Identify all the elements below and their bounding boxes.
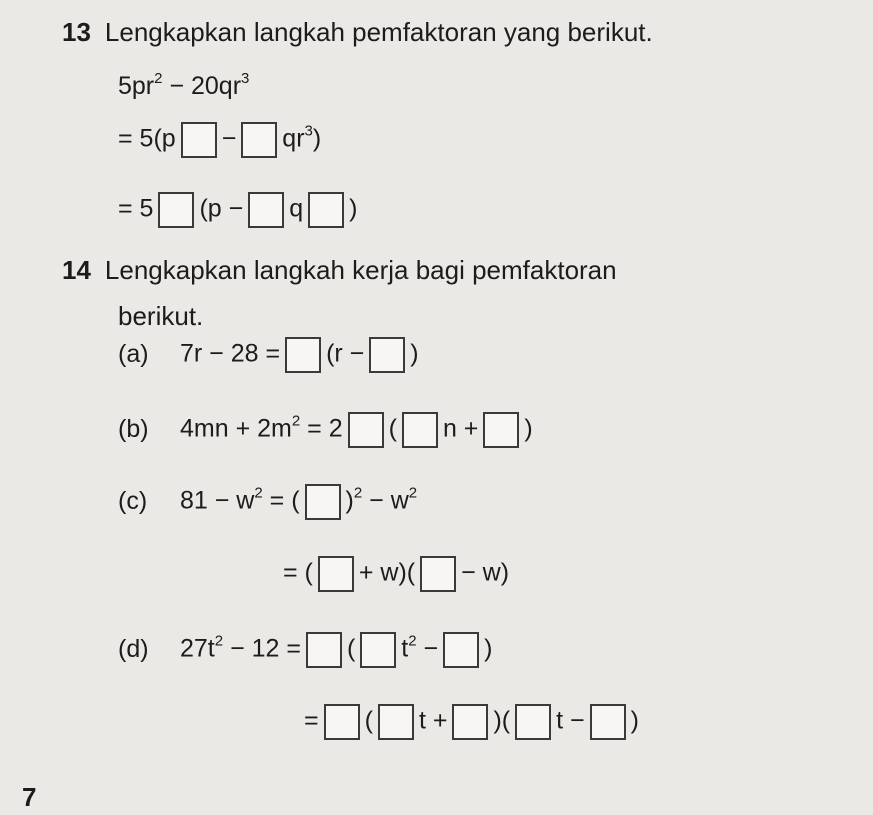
q14d2-close: ): [630, 706, 639, 735]
q14-instruction-line2: berikut.: [118, 301, 204, 331]
q14d-eq: − 12 =: [230, 634, 301, 663]
answer-box[interactable]: [324, 704, 360, 740]
q13-heading: [62, 16, 653, 48]
q13-step1: [118, 122, 321, 158]
answer-box[interactable]: [483, 412, 519, 448]
page-number: 7: [22, 782, 37, 812]
q14d-row1: [118, 632, 492, 668]
q14d-label: (d): [118, 634, 149, 663]
q13-step1-close: ): [312, 124, 322, 153]
q14d-row2: [304, 704, 639, 740]
q14c-row2: [283, 556, 509, 592]
q14b-close: ): [524, 414, 533, 443]
q14d-exp: 2: [214, 632, 224, 650]
q14d-close: ): [484, 634, 493, 663]
q14d-var: t: [401, 634, 409, 663]
q13-expr-term1: 5pr: [118, 72, 155, 100]
q14b-row: [118, 412, 533, 448]
q14d2-open: (: [364, 706, 373, 735]
q13-number: 13: [62, 17, 91, 47]
q14a-mid: (r −: [326, 339, 365, 368]
q14-heading: [62, 254, 617, 286]
q14d2-eq: =: [304, 706, 319, 735]
q14-number: 14: [62, 255, 91, 285]
answer-box[interactable]: [402, 412, 438, 448]
q13-step2-mid: (p −: [199, 194, 244, 223]
answer-box[interactable]: [590, 704, 626, 740]
answer-box[interactable]: [308, 192, 344, 228]
answer-box[interactable]: [420, 556, 456, 592]
q14c-row1: [118, 484, 417, 520]
q13-step2-var: q: [289, 194, 304, 223]
q14c-eq: = (: [269, 486, 300, 515]
q13-step2-close: ): [349, 194, 358, 223]
answer-box[interactable]: [348, 412, 384, 448]
answer-box[interactable]: [318, 556, 354, 592]
q13-step1-minus: −: [221, 124, 237, 153]
answer-box[interactable]: [305, 484, 341, 520]
q14a-close: ): [410, 339, 419, 368]
q14c2-end: − w): [461, 558, 510, 587]
q14d2-mid1: t +: [418, 706, 448, 735]
q14c-exp: 2: [254, 484, 263, 502]
q13-step1-start: = 5(p: [118, 124, 176, 153]
answer-box[interactable]: [360, 632, 396, 668]
q14a-row: [118, 337, 419, 373]
q14a-expr: 7r − 28 =: [180, 339, 281, 368]
q14c-close: ): [345, 486, 354, 515]
q13-step1-var: qr: [282, 124, 305, 153]
q14d2-mid2: t −: [556, 706, 585, 735]
q13-exp1: 2: [154, 70, 163, 87]
q14c-label: (c): [118, 486, 148, 515]
q14c2-eq: = (: [283, 558, 313, 587]
q14b-expr: 4mn + 2m: [180, 414, 292, 443]
q14b-open: (: [388, 414, 397, 443]
q13-step2-start: = 5: [118, 194, 154, 223]
q14c-exp3: 2: [408, 484, 418, 502]
q13-exp2: 3: [241, 70, 250, 87]
answer-box[interactable]: [443, 632, 479, 668]
q14d-open: (: [346, 634, 356, 663]
q13-step1-exp: 3: [304, 122, 313, 140]
answer-box[interactable]: [181, 122, 217, 158]
q13-expression: [118, 70, 249, 102]
q14c-tail: − w: [369, 486, 409, 515]
q14b-mid: n +: [442, 414, 479, 443]
q14b-eq: = 2: [307, 414, 343, 443]
q14d-expr: 27t: [180, 634, 215, 663]
answer-box[interactable]: [369, 337, 405, 373]
q14-instruction-line1: Lengkapkan langkah kerja bagi pemfaktoran: [104, 255, 617, 285]
q14b-exp: 2: [291, 412, 301, 430]
q14d2-paren: )(: [493, 706, 511, 735]
q13-instruction: Lengkapkan langkah pemfaktoran yang berikut.: [104, 17, 653, 47]
answer-box[interactable]: [158, 192, 194, 228]
q14d-exp2: 2: [408, 632, 417, 650]
answer-box[interactable]: [241, 122, 277, 158]
q13-expr-term2: − 20qr: [169, 72, 242, 100]
q14a-label: (a): [118, 339, 149, 368]
q14c-exp2: 2: [353, 484, 363, 502]
answer-box[interactable]: [378, 704, 414, 740]
answer-box[interactable]: [515, 704, 551, 740]
answer-box[interactable]: [285, 337, 321, 373]
answer-box[interactable]: [452, 704, 488, 740]
q14c2-mid: + w)(: [358, 558, 416, 587]
q14c-expr: 81 − w: [180, 486, 255, 515]
answer-box[interactable]: [248, 192, 284, 228]
q14b-label: (b): [118, 414, 149, 443]
answer-box[interactable]: [306, 632, 342, 668]
q13-step2: [118, 192, 357, 228]
q14d-minus: −: [423, 634, 439, 663]
